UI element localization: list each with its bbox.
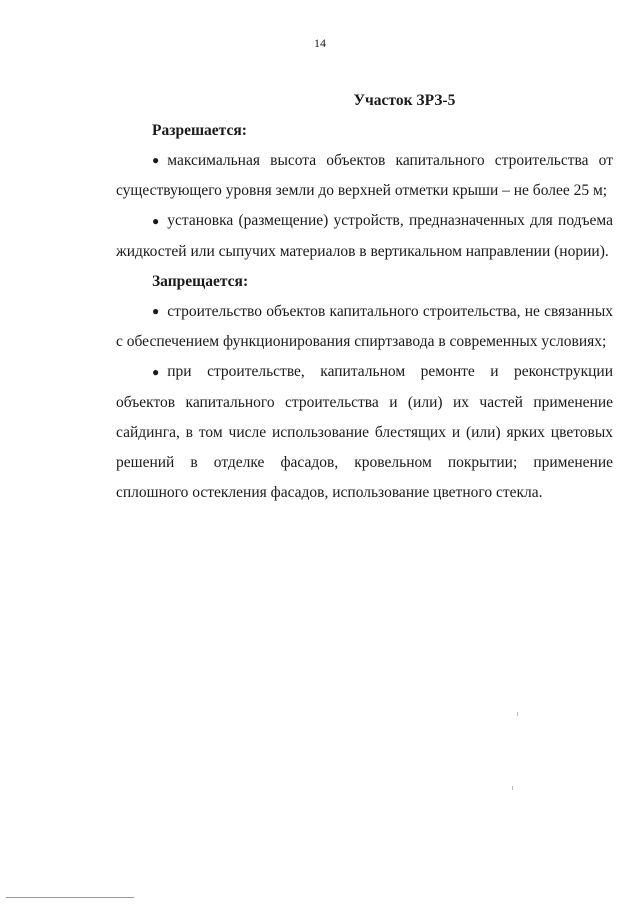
allowed-heading: Разрешается: bbox=[152, 122, 247, 139]
allowed-item-2-text: установка (размещение) устройств, предназначенных для подъема жидкостей или сыпучих материалов в вертикальном направлении (нории). bbox=[116, 212, 613, 260]
allowed-item-1-text: максимальная высота объектов капитального строительства от существующего уровня земли до верхней отметки крыши – не более 25 м; bbox=[116, 152, 613, 200]
forbidden-item-1-text: строительство объектов капитального строительства, не связанных с обеспечением функционирования спиртзавода в современных условиях; bbox=[116, 302, 613, 351]
allowed-item-2 bbox=[116, 206, 613, 266]
section-title: Участок ЗРЗ-5 bbox=[353, 92, 456, 109]
forbidden-item-2 bbox=[116, 357, 613, 507]
scan-artifact bbox=[517, 712, 518, 716]
allowed-item-1 bbox=[116, 146, 613, 206]
footer-rule bbox=[6, 897, 134, 898]
bullet-icon: ● bbox=[152, 153, 160, 168]
forbidden-item-1 bbox=[116, 297, 613, 357]
bullet-icon: ● bbox=[152, 304, 160, 319]
bullet-icon: ● bbox=[152, 364, 160, 379]
forbidden-heading: Запрещается: bbox=[152, 272, 249, 290]
forbidden-item-2-text: при строительстве, капитальном ремонте и реконструкции объектов капитального строительства и (или) их частей применение сайдинга, в том числе использование блестящих и (или) ярких цветовых решений в отделке фасадов, кровельном покрытии; применение сплошного остекления фасадов, использование цветного стекла. bbox=[116, 363, 613, 501]
bullet-icon: ● bbox=[152, 213, 160, 228]
document-body bbox=[116, 86, 613, 508]
page-number: 14 bbox=[314, 36, 326, 50]
scan-artifact bbox=[512, 786, 513, 790]
